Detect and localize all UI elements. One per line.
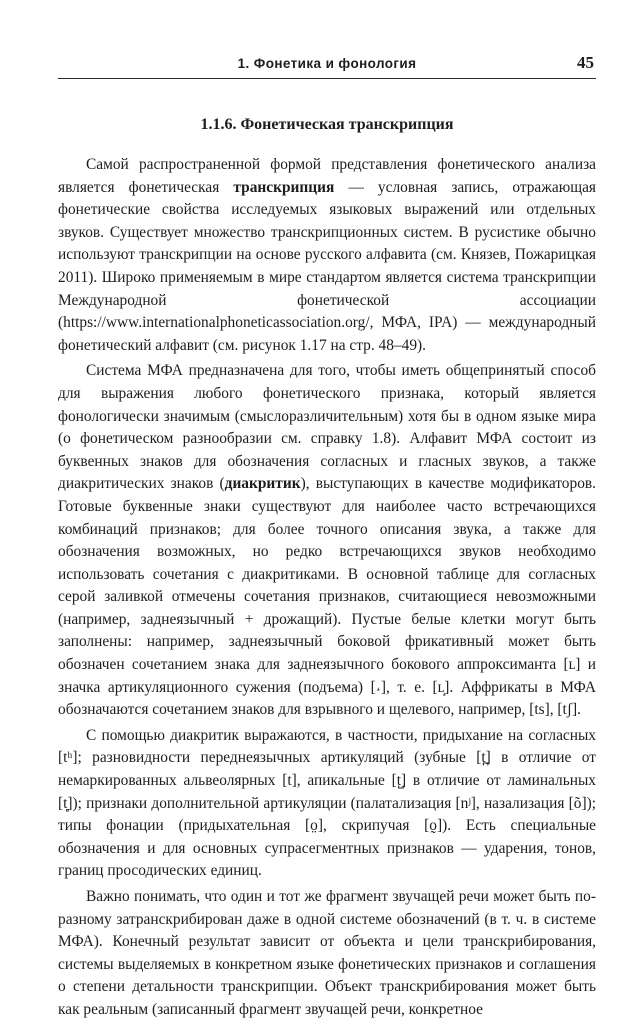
paragraph: Система МФА предназначена для того, чтобы иметь общепринятый способ для выражения любого фонетического признака, который является фонологически значимым (смыслоразличительным) хотя бы в одном языке мира (о фонетическом разнообразии см. справку 1.8). Алфавит МФА состоит из буквенных знаков для обозначения согласных и гласных звуков, а также диакритических знаков (диакритик), выступающих в качестве модификаторов. Готовые буквенные знаки существуют для наиболее часто встречающихся комбинаций признаков; для более точного описания звука, а также для обозначения возможных, но редко встречающихся звуков необходимо использовать сочетания с диакритиками. В основной таблице для согласных серой заливкой отмечены сочетания признаков, считающиеся невозможными (например, заднеязычный + дрожащий). Пустые белые клетки могут быть заполнены: например, заднеязычный боковой фрикативный может быть обозначен сочетанием знака для заднеязычного бокового аппроксиманта [ʟ] и значка артикуляционного сужения (подъема) [˔], т. е. [ʟ̝]. Аффрикаты в МФА обозначаются сочетанием знаков для взрывного и щелевого, например, [ts], [tʃ]. <box>58 362 597 719</box>
paragraph: Самой распространенной формой представления фонетического анализа является фонетическая транскрипция — условная запись, отражающая фонетические свойства исследуемых языковых выражений или отдельных звуков. Существует множество транскрипционных систем. В русистике обычно используют транскрипции на основе русского алфавита (см. Князев, Пожарицкая 2011). Широко применяемым в мире стандартом является система транскрипции Международной фонетической ассоциации (https://www.internationalphoneticassociation.org/, МФА, IPA) — международный фонетический алфавит (см. рисунок 1.17 на стр. 48–49). <box>58 156 596 354</box>
running-header <box>58 52 596 79</box>
running-title: 1. Фонетика и фонология <box>237 56 417 71</box>
term-bold: транскрипция <box>233 178 335 196</box>
term-bold: диакритик <box>224 475 301 493</box>
paragraph: Важно понимать, что один и тот же фрагмент звучащей речи может быть по-разному затранскрибирован даже в одной системе обозначений (в т. ч. в системе МФА). Конечный результат зависит от объекта и цели транскрибирования, системы выделяемых в конкретном языке фонетических признаков и соглашения о степени детальности транскрипции. Объект транскрибирования может быть как реальным (записанный фрагмент звучащей речи, конкретное <box>58 888 596 1018</box>
page-number: 45 <box>577 53 594 72</box>
section-title: 1.1.6. Фонетическая транскрипция <box>200 116 454 133</box>
body-text <box>58 154 596 1025</box>
paragraph: С помощью диакритик выражаются, в частности, придыхание на согласных [tʰ]; разновидности переднеязычных артикуляций (зубные [t̪] в отличие от немаркированных альвеолярных [t], апикальные [t̺] в отличие от ламинальных [t̻]); признаки дополнительной артикуляции (палатализация [nʲ], назализация [õ]); типы фонации (придыхательная [o̤], скрипучая [o̰]). Есть специальные обозначения и для основных супрасегментных признаков — ударения, тонов, границ просодических единиц. <box>58 726 596 880</box>
